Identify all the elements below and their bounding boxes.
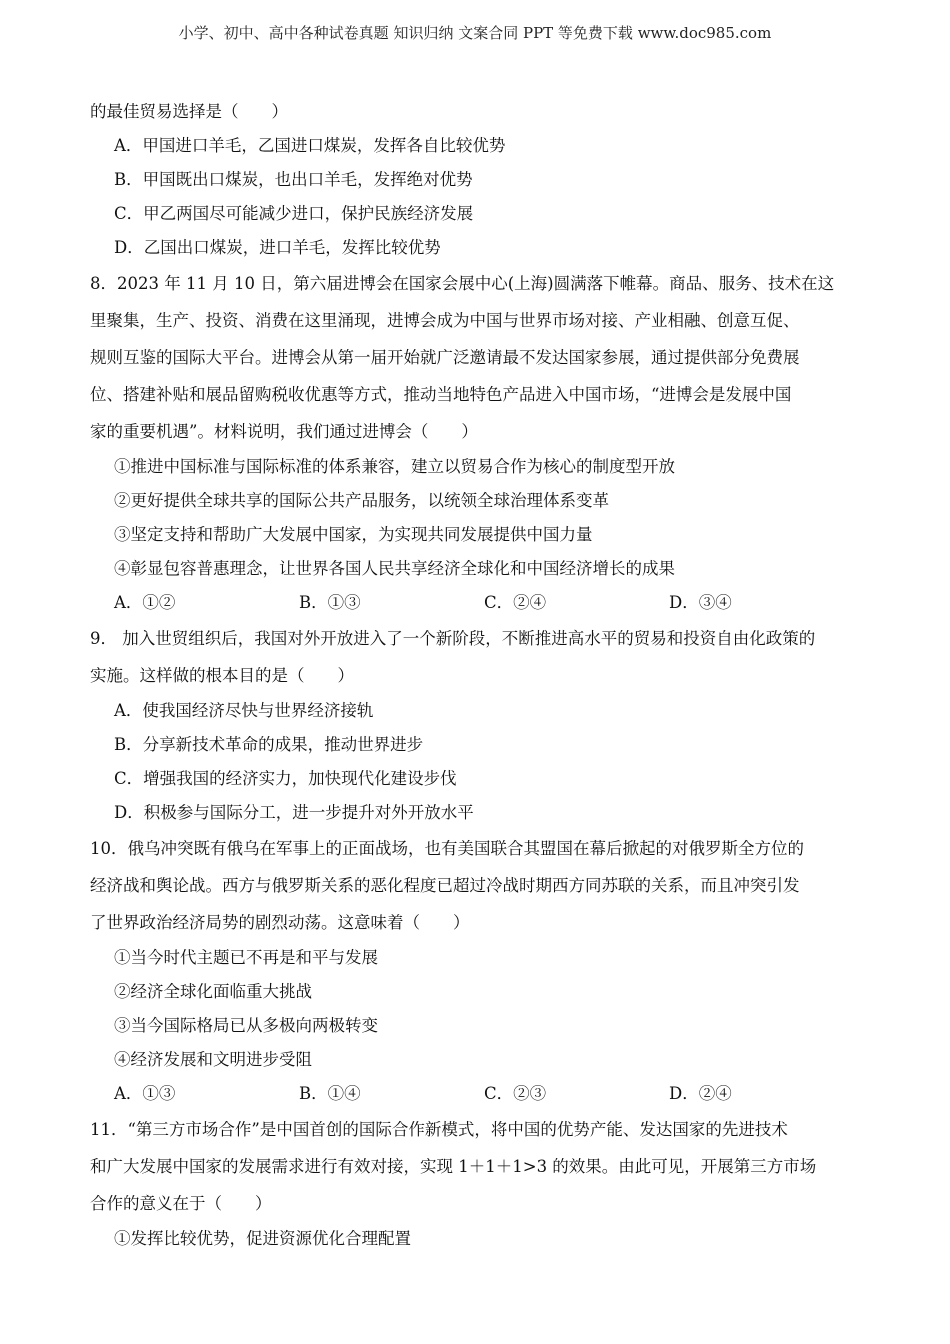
question-10 [90, 830, 862, 1111]
q10-choice-b: B．①④ [299, 1084, 361, 1103]
q8-item-4: ④彰显包容普惠理念，让世界各国人民共享经济全球化和中国经济增长的成果 [114, 559, 675, 578]
q10-choice-d: D．②④ [669, 1084, 732, 1103]
q11-stem-line: 11．“第三方市场合作”是中国首创的国际合作新模式，将中国的优势产能、发达国家的先进技术 [90, 1120, 788, 1139]
q8-stem-line: 里聚集，生产、投资、消费在这里涌现，进博会成为中国与世界市场对接、产业相融、创意互促、 [90, 311, 800, 330]
q9-option-d: D．积极参与国际分工，进一步提升对外开放水平 [114, 803, 474, 822]
question-9 [90, 620, 862, 830]
q8-item-1: ①推进中国标准与国际标准的体系兼容，建立以贸易合作为核心的制度型开放 [114, 457, 675, 476]
q8-choice-c: C．②④ [484, 593, 547, 612]
q8-stem-line: 位、搭建补贴和展品留购税收优惠等方式，推动当地特色产品进入中国市场，“进博会是发展中国 [90, 385, 792, 404]
q7-option-d: D．乙国出口煤炭，进口羊毛，发挥比较优势 [114, 238, 441, 257]
q8-choices [90, 586, 862, 620]
q8-choice-a: A．①② [114, 593, 176, 612]
q9-stem-line: 9． 加入世贸组织后，我国对外开放进入了一个新阶段，不断推进高水平的贸易和投资自由化政策的 [90, 629, 816, 648]
q10-choices [90, 1077, 862, 1111]
question-8 [90, 265, 862, 620]
q7-option-c: C．甲乙两国尽可能减少进口，保护民族经济发展 [114, 204, 474, 223]
q10-stem-line: 经济战和舆论战。西方与俄罗斯关系的恶化程度已超过冷战时期西方同苏联的关系，而且冲突引发 [90, 876, 800, 895]
q11-stem-line: 和广大发展中国家的发展需求进行有效对接，实现 1＋1＋1>3 的效果。由此可见，开展第三方市场 [90, 1157, 817, 1176]
q10-stem-line: 了世界政治经济局势的剧烈动荡。这意味着（ ） [90, 913, 470, 932]
q9-option-c: C．增强我国的经济实力，加快现代化建设步伐 [114, 769, 457, 788]
q8-stem-line: 规则互鉴的国际大平台。进博会从第一届开始就广泛邀请最不发达国家参展，通过提供部分免费展 [90, 348, 800, 367]
q10-item-3: ③当今国际格局已从多极向两极转变 [114, 1016, 378, 1035]
q7-option-a: A．甲国进口羊毛，乙国进口煤炭，发挥各自比较优势 [114, 136, 506, 155]
q9-option-a: A．使我国经济尽快与世界经济接轨 [114, 701, 374, 720]
q8-stem-line: 家的重要机遇”。材料说明，我们通过进博会（ ） [90, 422, 478, 441]
q11-stem-line: 合作的意义在于（ ） [90, 1194, 272, 1213]
q10-stem-line: 10．俄乌冲突既有俄乌在军事上的正面战场，也有美国联合其盟国在幕后掀起的对俄罗斯全方位的 [90, 839, 804, 858]
q10-item-4: ④经济发展和文明进步受阻 [114, 1050, 312, 1069]
q10-choice-c: C．②③ [484, 1084, 547, 1103]
exam-content [90, 95, 862, 1256]
q11-item-1: ①发挥比较优势，促进资源优化合理配置 [114, 1229, 411, 1248]
q9-stem-line: 实施。这样做的根本目的是（ ） [90, 666, 354, 685]
page-header: 小学、初中、高中各种试卷真题 知识归纳 文案合同 PPT 等免费下载 www.doc985.com [178, 24, 772, 42]
q10-item-1: ①当今时代主题已不再是和平与发展 [114, 948, 378, 967]
q8-choice-d: D．③④ [669, 593, 732, 612]
q9-option-b: B．分享新技术革命的成果，推动世界进步 [114, 735, 424, 754]
q8-stem-line: 8．2023 年 11 月 10 日，第六届进博会在国家会展中心(上海)圆满落下帷幕。商品、服务、技术在这 [90, 274, 835, 293]
q8-choice-b: B．①③ [299, 593, 361, 612]
q10-item-2: ②经济全球化面临重大挑战 [114, 982, 312, 1001]
q8-item-3: ③坚定支持和帮助广大发展中国家，为实现共同发展提供中国力量 [114, 525, 593, 544]
question-11 [90, 1111, 862, 1256]
q7-stem-tail: 的最佳贸易选择是（ ） [90, 102, 288, 121]
q10-choice-a: A．①③ [114, 1084, 176, 1103]
q7-option-b: B．甲国既出口煤炭，也出口羊毛，发挥绝对优势 [114, 170, 473, 189]
q8-item-2: ②更好提供全球共享的国际公共产品服务，以统领全球治理体系变革 [114, 491, 609, 510]
question-7 [90, 95, 862, 265]
